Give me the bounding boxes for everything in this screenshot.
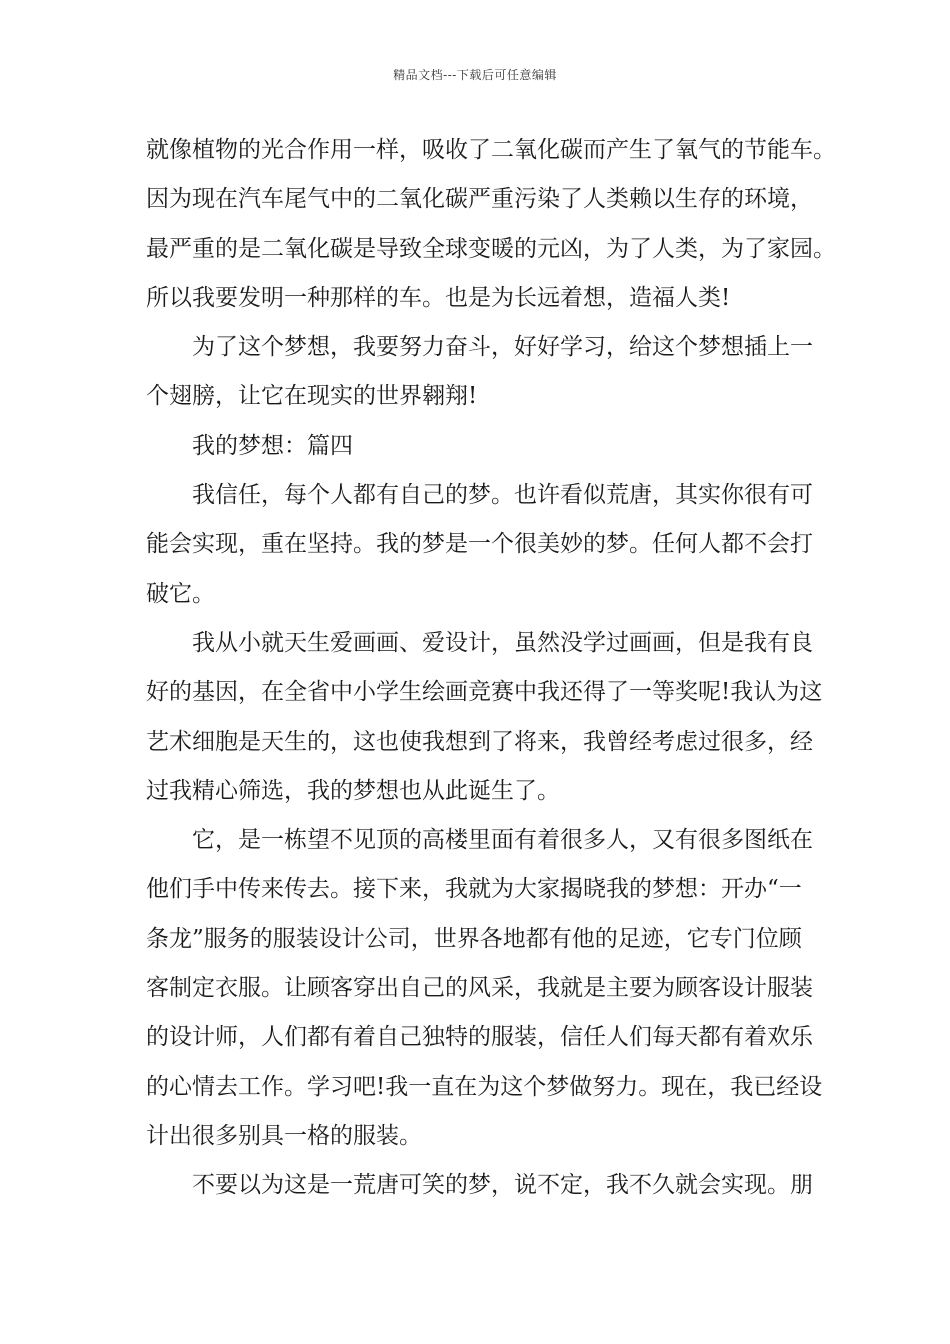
text-line: 最严重的是二氧化碳是导致全球变暖的元凶，为了人类，为了家园。 [146, 235, 836, 262]
text-line: 个翅膀，让它在现实的世界翱翔! [146, 383, 478, 410]
text-line: 客制定衣服。让顾客穿出自己的风采，我就是主要为顾客设计服装 [146, 975, 813, 1002]
text-line: 他们手中传来传去。接下来，我就为大家揭晓我的梦想：开办“一 [146, 876, 802, 903]
text-line: 因为现在汽车尾气中的二氧化碳严重污染了人类赖以生存的环境， [146, 186, 813, 213]
text-line: 破它。 [146, 580, 215, 607]
text-line: 艺术细胞是天生的，这也使我想到了将来，我曾经考虑过很多，经 [146, 728, 813, 755]
paragraph-start-line: 它，是一栋望不见顶的高楼里面有着很多人，又有很多图纸在 [192, 827, 813, 854]
page-header: 精品文档---下载后可任意编辑 [393, 68, 557, 82]
text-line: 就像植物的光合作用一样，吸收了二氧化碳而产生了氧气的节能车。 [146, 137, 836, 163]
section-heading: 我的梦想：篇四 [192, 432, 353, 459]
text-line: 所以我要发明一种那样的车。也是为长远着想，造福人类! [146, 284, 731, 311]
text-line: 的设计师，人们都有着自己独特的服装，信任人们每天都有着欢乐 [146, 1024, 813, 1051]
text-line: 的心情去工作。学习吧!我一直在为这个梦做努力。现在，我已经设 [146, 1073, 823, 1100]
body-text [146, 126, 836, 1211]
text-line: 计出很多别具一格的服装。 [146, 1122, 422, 1149]
text-line: 条龙”服务的服装设计公司，世界各地都有他的足迹，它专门位顾 [146, 925, 802, 952]
text-line: 过我精心筛选，我的梦想也从此诞生了。 [146, 777, 560, 804]
paragraph-start-line: 我从小就天生爱画画、爱设计，虽然没学过画画，但是我有良 [192, 629, 813, 656]
text-line: 好的基因，在全省中小学生绘画竞赛中我还得了一等奖呢!我认为这 [146, 679, 823, 706]
paragraph-start-line: 为了这个梦想，我要努力奋斗，好好学习，给这个梦想插上一 [192, 334, 813, 361]
paragraph-start-line: 我信任，每个人都有自己的梦。也许看似荒唐，其实你很有可 [192, 482, 813, 509]
paragraph-start-line: 不要以为这是一荒唐可笑的梦，说不定，我不久就会实现。朋 [192, 1172, 813, 1199]
text-line: 能会实现，重在坚持。我的梦是一个很美妙的梦。任何人都不会打 [146, 531, 813, 558]
